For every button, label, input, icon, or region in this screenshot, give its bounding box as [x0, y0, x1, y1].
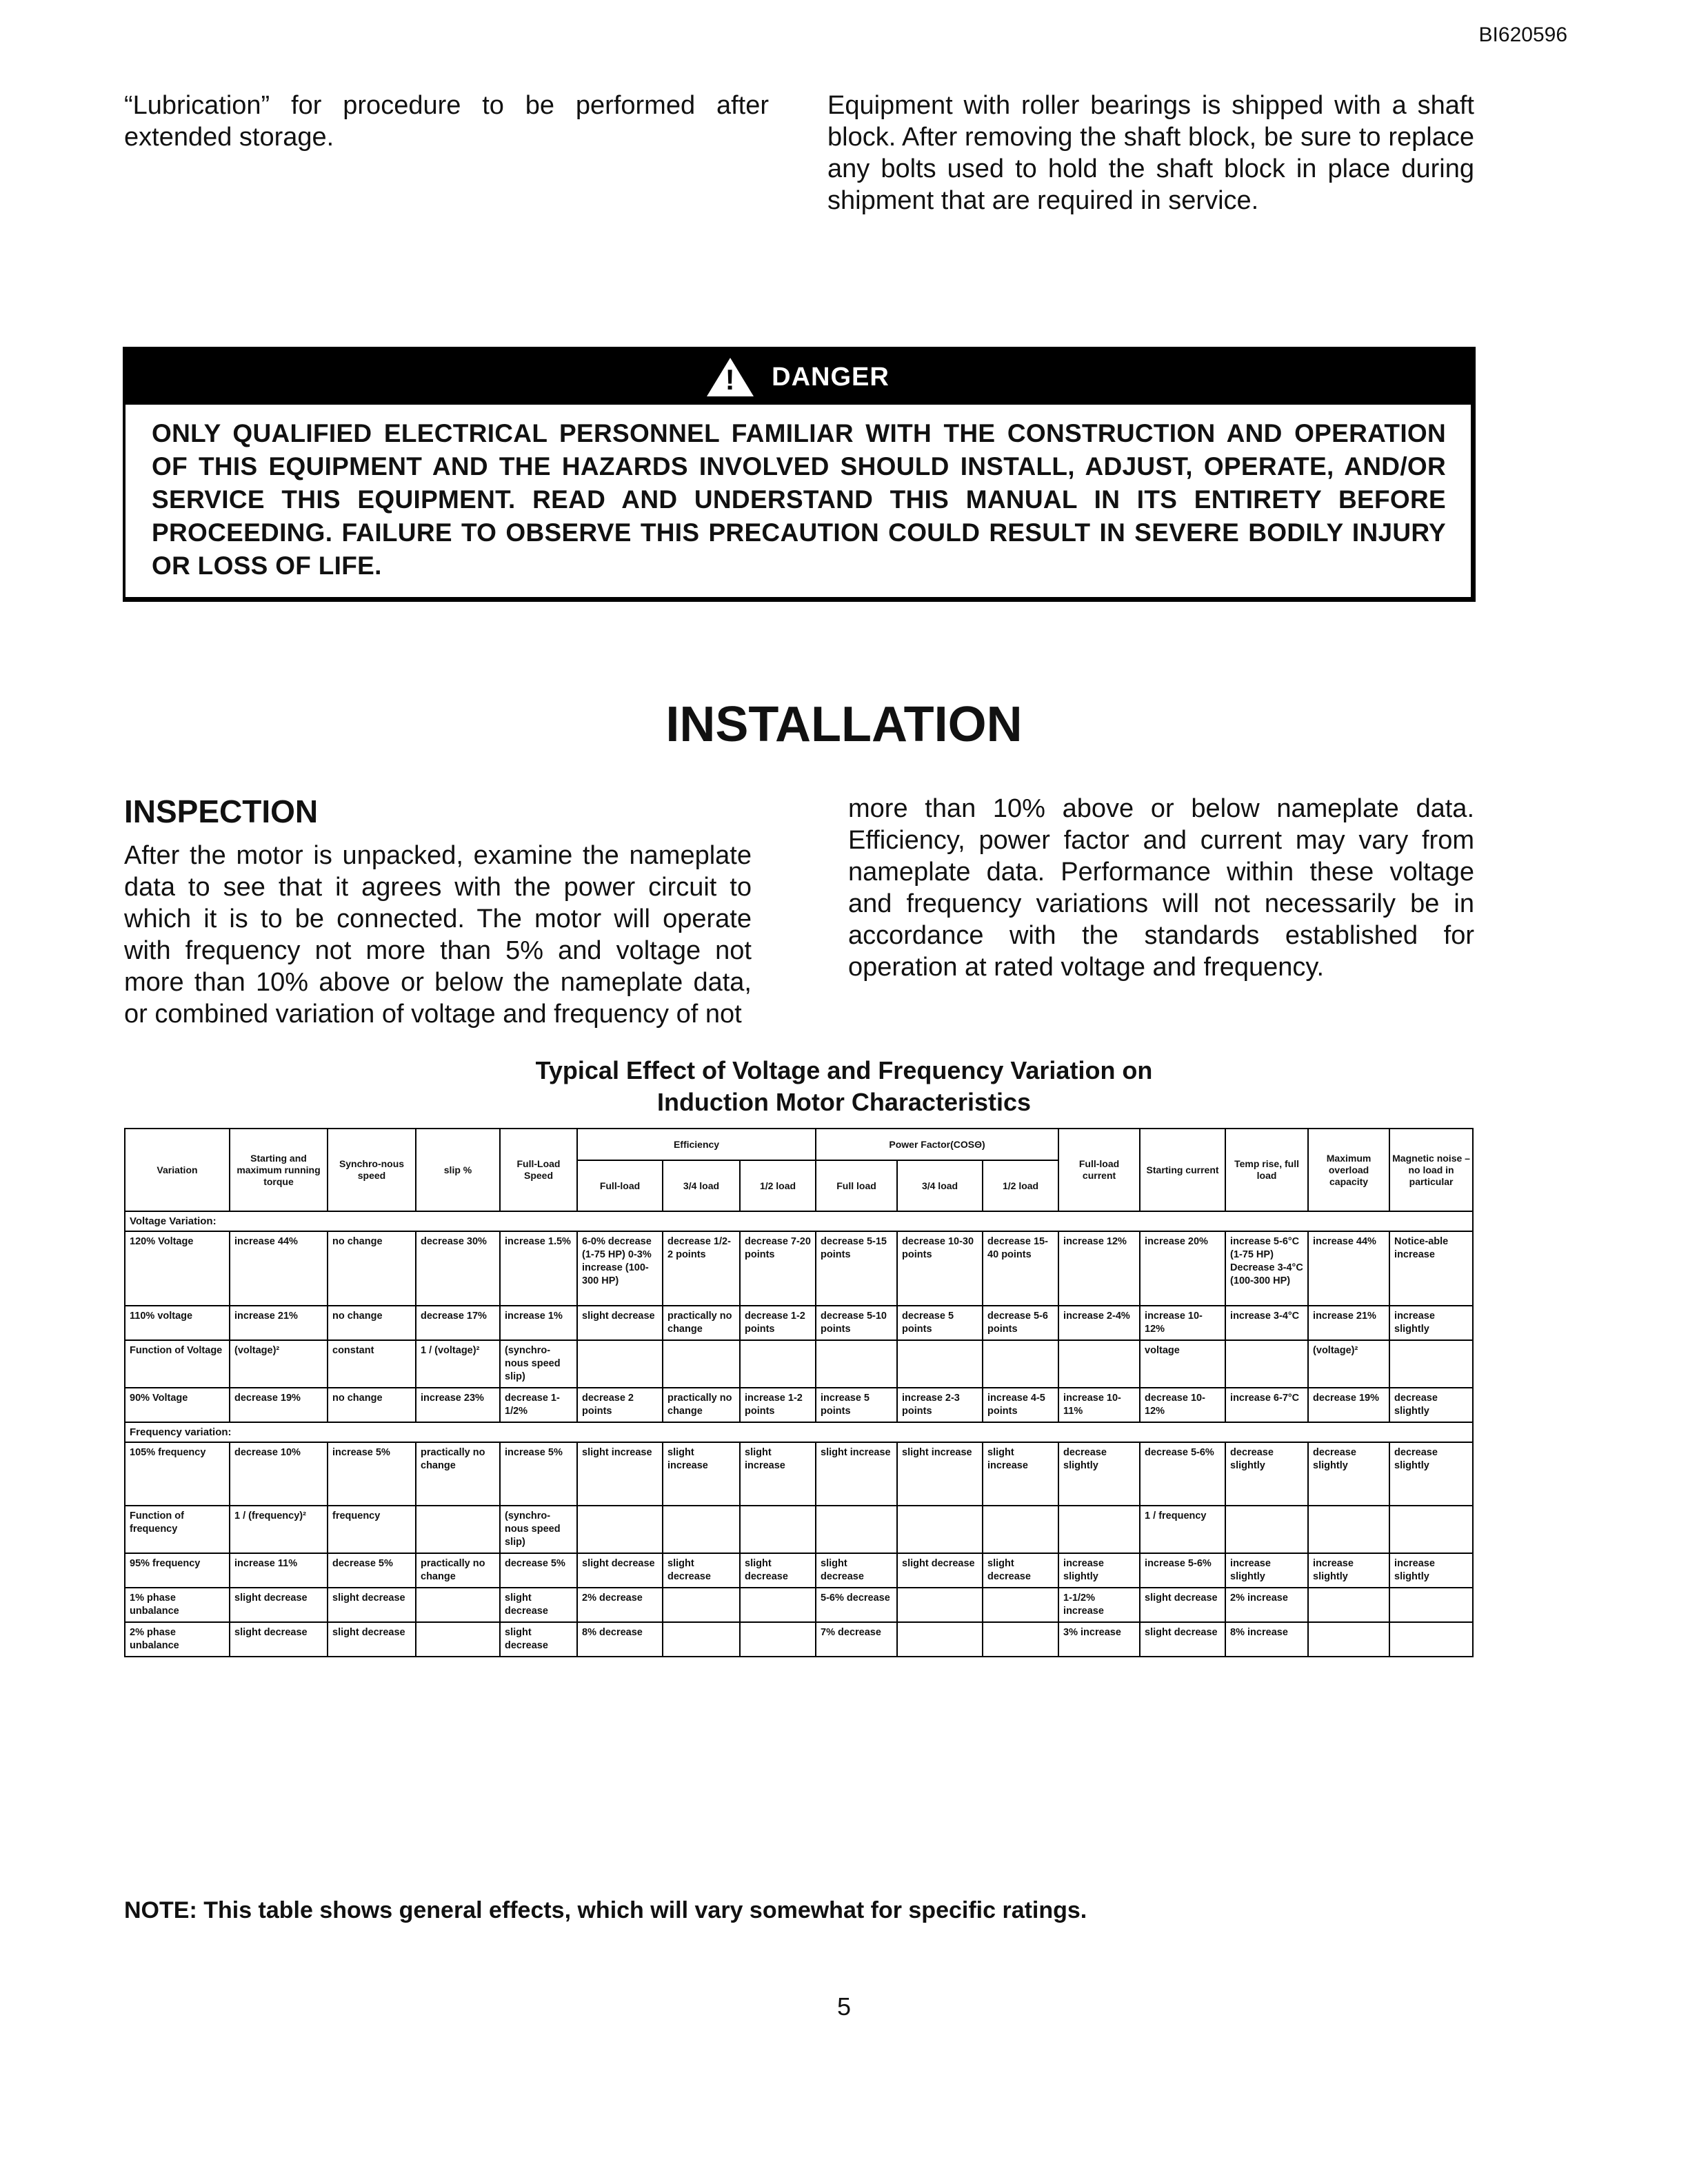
table-row: [125, 1506, 1473, 1553]
table-cell: increase 2-3 points: [897, 1388, 983, 1422]
row-label: Function of frequency: [125, 1506, 230, 1553]
header-efficiency: Efficiency: [577, 1129, 816, 1160]
table-cell: decrease 1/2-2 points: [663, 1231, 740, 1306]
table-cell: increase 5-6°C (1-75 HP) Decrease 3-4°C (100-300 HP): [1225, 1231, 1308, 1306]
table-cell: [1058, 1506, 1140, 1553]
row-label: 105% frequency: [125, 1442, 230, 1506]
table-cell: slight decrease: [577, 1306, 663, 1340]
table-cell: [740, 1506, 816, 1553]
table-cell: [897, 1340, 983, 1388]
table-cell: increase 1-2 points: [740, 1388, 816, 1422]
table-cell: decrease slightly: [1389, 1388, 1473, 1422]
table-cell: slight decrease: [230, 1622, 328, 1657]
table-cell: [897, 1506, 983, 1553]
table-row: [125, 1231, 1473, 1306]
table-cell: [897, 1622, 983, 1657]
section-row: [125, 1211, 1473, 1231]
table-cell: [1308, 1588, 1389, 1622]
table-cell: [663, 1506, 740, 1553]
table-cell: (synchro-nous speed slip): [500, 1340, 577, 1388]
top-right-paragraph: Equipment with roller bearings is shipped with a shaft block. After removing the shaft block, be sure to replace any bolts used to hold the shaft block in place during shipment that are required in service.: [827, 91, 1474, 215]
table-cell: [1389, 1588, 1473, 1622]
table-cell: decrease 30%: [416, 1231, 500, 1306]
table-cell: slight decrease: [328, 1622, 416, 1657]
table-cell: 5-6% decrease: [816, 1588, 897, 1622]
inspection-heading: INSPECTION: [124, 793, 319, 829]
table-cell: decrease 2 points: [577, 1388, 663, 1422]
header-eff-full: Full-load: [577, 1160, 663, 1211]
table-cell: increase 5 points: [816, 1388, 897, 1422]
table-cell: [416, 1622, 500, 1657]
table-cell: increase 4-5 points: [983, 1388, 1058, 1422]
table-cell: decrease 10%: [230, 1442, 328, 1506]
table-cell: increase 6-7°C: [1225, 1388, 1308, 1422]
table-cell: [983, 1622, 1058, 1657]
table-cell: [577, 1340, 663, 1388]
table-cell: slight decrease: [816, 1553, 897, 1588]
table-cell: decrease 5-6%: [1140, 1442, 1225, 1506]
table-cell: 7% decrease: [816, 1622, 897, 1657]
section-row: [125, 1422, 1473, 1442]
table-cell: decrease slightly: [1058, 1442, 1140, 1506]
table-cell: [577, 1506, 663, 1553]
table-cell: decrease 5-6 points: [983, 1306, 1058, 1340]
table-cell: (synchro-nous speed slip): [500, 1506, 577, 1553]
header-pf-12: 1/2 load: [983, 1160, 1058, 1211]
header-sync-speed: Synchro-nous speed: [328, 1129, 416, 1211]
header-full-load-current: Full-load current: [1058, 1129, 1140, 1211]
header-eff-34: 3/4 load: [663, 1160, 740, 1211]
table-cell: decrease 5-15 points: [816, 1231, 897, 1306]
inspection-right-paragraph: more than 10% above or below nameplate data. Efficiency, power factor and current may vary from nameplate data. Performance within these voltage and frequency variations will not necessarily be in accordance with the standards established for operation at rated voltage and frequency.: [848, 794, 1474, 982]
table-cell: 1 / (voltage)²: [416, 1340, 500, 1388]
table-cell: frequency: [328, 1506, 416, 1553]
table-cell: practically no change: [663, 1388, 740, 1422]
table-cell: increase 12%: [1058, 1231, 1140, 1306]
table-cell: slight decrease: [1140, 1588, 1225, 1622]
row-label: Function of Voltage: [125, 1340, 230, 1388]
top-left-paragraph: “Lubrication” for procedure to be performed after extended storage.: [124, 91, 769, 152]
table-cell: increase 10-11%: [1058, 1388, 1140, 1422]
table-cell: decrease 7-20 points: [740, 1231, 816, 1306]
table-cell: practically no change: [416, 1553, 500, 1588]
table-cell: [740, 1622, 816, 1657]
table-cell: increase slightly: [1225, 1553, 1308, 1588]
table-cell: [983, 1588, 1058, 1622]
row-label: 120% Voltage: [125, 1231, 230, 1306]
table-cell: slight decrease: [500, 1588, 577, 1622]
header-starting-current: Starting current: [1140, 1129, 1225, 1211]
inspection-left-paragraph: After the motor is unpacked, examine the nameplate data to see that it agrees with the power circuit to which it is to be connected. The motor will operate with frequency not more than 5% and voltage not more than 10% above or below the nameplate data, or combined variation of voltage and frequency of not: [124, 841, 752, 1029]
table-cell: slight decrease: [577, 1553, 663, 1588]
row-label: 95% frequency: [125, 1553, 230, 1588]
table-cell: increase 3-4°C: [1225, 1306, 1308, 1340]
table-cell: [663, 1340, 740, 1388]
table-cell: increase slightly: [1389, 1306, 1473, 1340]
table-row: [125, 1388, 1473, 1422]
table-cell: [1058, 1340, 1140, 1388]
table-cell: 1-1/2% increase: [1058, 1588, 1140, 1622]
table-cell: 1 / frequency: [1140, 1506, 1225, 1553]
table-cell: slight increase: [897, 1442, 983, 1506]
table-cell: slight decrease: [897, 1553, 983, 1588]
table-cell: [663, 1588, 740, 1622]
table-cell: increase 23%: [416, 1388, 500, 1422]
table-cell: increase 21%: [1308, 1306, 1389, 1340]
table-cell: [740, 1588, 816, 1622]
table-cell: voltage: [1140, 1340, 1225, 1388]
table-cell: decrease 5 points: [897, 1306, 983, 1340]
table-cell: decrease 15-40 points: [983, 1231, 1058, 1306]
table-cell: decrease 19%: [1308, 1388, 1389, 1422]
table-cell: 6-0% decrease (1-75 HP) 0-3% increase (100-300 HP): [577, 1231, 663, 1306]
table-cell: increase 21%: [230, 1306, 328, 1340]
table-cell: practically no change: [416, 1442, 500, 1506]
section-label: Voltage Variation:: [125, 1211, 1473, 1231]
table-cell: decrease 10-12%: [1140, 1388, 1225, 1422]
header-starting-torque: Starting and maximum running torque: [230, 1129, 328, 1211]
table-cell: no change: [328, 1306, 416, 1340]
table-cell: increase 2-4%: [1058, 1306, 1140, 1340]
table-cell: decrease 5-10 points: [816, 1306, 897, 1340]
table-cell: 1 / (frequency)²: [230, 1506, 328, 1553]
table-cell: increase 5-6%: [1140, 1553, 1225, 1588]
header-slip: slip %: [416, 1129, 500, 1211]
table-cell: slight decrease: [740, 1553, 816, 1588]
danger-header: [125, 350, 1471, 405]
table-cell: [816, 1506, 897, 1553]
table-cell: increase 11%: [230, 1553, 328, 1588]
header-eff-12: 1/2 load: [740, 1160, 816, 1211]
header-max-overload: Maximum overload capacity: [1308, 1129, 1389, 1211]
table-cell: decrease slightly: [1389, 1442, 1473, 1506]
row-label: 2% phase unbalance: [125, 1622, 230, 1657]
table-cell: slight decrease: [230, 1588, 328, 1622]
table-cell: decrease slightly: [1308, 1442, 1389, 1506]
table-cell: decrease 5%: [328, 1553, 416, 1588]
table-cell: [1389, 1506, 1473, 1553]
table-cell: decrease 1-1/2%: [500, 1388, 577, 1422]
table-cell: [416, 1506, 500, 1553]
table-cell: (voltage)²: [1308, 1340, 1389, 1388]
table-cell: slight decrease: [1140, 1622, 1225, 1657]
table-cell: [983, 1340, 1058, 1388]
table-cell: [816, 1340, 897, 1388]
header-power-factor: Power Factor(COSΘ): [816, 1129, 1058, 1160]
table-cell: decrease 1-2 points: [740, 1306, 816, 1340]
table-row: [125, 1553, 1473, 1588]
table-cell: increase 1.5%: [500, 1231, 577, 1306]
table-cell: [740, 1340, 816, 1388]
warning-triangle-icon: !: [707, 358, 754, 396]
table-cell: Notice-able increase: [1389, 1231, 1473, 1306]
table-cell: [983, 1506, 1058, 1553]
table-cell: slight increase: [816, 1442, 897, 1506]
table-cell: decrease 17%: [416, 1306, 500, 1340]
table-cell: decrease 19%: [230, 1388, 328, 1422]
row-label: 110% voltage: [125, 1306, 230, 1340]
table-cell: slight increase: [663, 1442, 740, 1506]
table-cell: slight decrease: [500, 1622, 577, 1657]
table-cell: decrease 10-30 points: [897, 1231, 983, 1306]
section-label: Frequency variation:: [125, 1422, 1473, 1442]
danger-box: [123, 347, 1476, 602]
table-cell: [1308, 1506, 1389, 1553]
page-number: 5: [836, 1992, 852, 2021]
header-magnetic-noise: Magnetic noise – no load in particular: [1389, 1129, 1473, 1211]
table-cell: increase slightly: [1389, 1553, 1473, 1588]
table-row: [125, 1340, 1473, 1388]
table-cell: 2% increase: [1225, 1588, 1308, 1622]
table-cell: increase slightly: [1308, 1553, 1389, 1588]
table-cell: [897, 1588, 983, 1622]
row-label: 1% phase unbalance: [125, 1588, 230, 1622]
table-row: [125, 1442, 1473, 1506]
table-cell: 8% decrease: [577, 1622, 663, 1657]
table-cell: decrease slightly: [1225, 1442, 1308, 1506]
danger-text: ONLY QUALIFIED ELECTRICAL PERSONNEL FAMILIAR WITH THE CONSTRUCTION AND OPERATION OF THIS EQUIPMENT AND THE HAZARDS INVOLVED SHOULD INSTALL, ADJUST, OPERATE, AND/OR SERVICE THIS EQUIPMENT. READ AND UNDERSTAND THIS MANUAL IN ITS ENTIRETY BEFORE PROCEEDING. FAILURE TO OBSERVE THIS PRECAUTION COULD RESULT IN SEVERE BODILY INJURY OR LOSS OF LIFE.: [152, 419, 1446, 580]
table-cell: no change: [328, 1231, 416, 1306]
table-title: Typical Effect of Voltage and Frequency Variation on Induction Motor Characteristics: [535, 1056, 1153, 1116]
table-cell: slight decrease: [328, 1588, 416, 1622]
table-note: NOTE: This table shows general effects, which will vary somewhat for specific ratings.: [124, 1897, 1087, 1923]
table-row: [125, 1622, 1473, 1657]
table-cell: [1225, 1506, 1308, 1553]
table-body: [125, 1211, 1473, 1657]
section-title: INSTALLATION: [665, 697, 1023, 752]
table-cell: increase 20%: [1140, 1231, 1225, 1306]
table-cell: [416, 1588, 500, 1622]
table-cell: [1389, 1622, 1473, 1657]
document-id: BI620596: [1478, 23, 1567, 46]
table-cell: increase 44%: [1308, 1231, 1389, 1306]
table-cell: slight increase: [983, 1442, 1058, 1506]
table-cell: 3% increase: [1058, 1622, 1140, 1657]
table-row: [125, 1306, 1473, 1340]
table-cell: increase 10-12%: [1140, 1306, 1225, 1340]
row-label: 90% Voltage: [125, 1388, 230, 1422]
table-cell: (voltage)²: [230, 1340, 328, 1388]
table-cell: increase 1%: [500, 1306, 577, 1340]
table-row: [125, 1588, 1473, 1622]
header-pf-full: Full load: [816, 1160, 897, 1211]
table-cell: [1308, 1622, 1389, 1657]
table-cell: 2% decrease: [577, 1588, 663, 1622]
header-temp-rise: Temp rise, full load: [1225, 1129, 1308, 1211]
header-variation: Variation: [125, 1129, 230, 1211]
table-cell: decrease 5%: [500, 1553, 577, 1588]
table-cell: [1225, 1340, 1308, 1388]
table-cell: slight decrease: [983, 1553, 1058, 1588]
table-cell: [1389, 1340, 1473, 1388]
table-cell: increase 5%: [500, 1442, 577, 1506]
table-cell: slight decrease: [663, 1553, 740, 1588]
header-pf-34: 3/4 load: [897, 1160, 983, 1211]
table-cell: increase 5%: [328, 1442, 416, 1506]
danger-label: DANGER: [772, 362, 890, 392]
table-cell: slight increase: [740, 1442, 816, 1506]
table-cell: no change: [328, 1388, 416, 1422]
table-cell: practically no change: [663, 1306, 740, 1340]
table-cell: constant: [328, 1340, 416, 1388]
table-cell: increase 44%: [230, 1231, 328, 1306]
table-cell: 8% increase: [1225, 1622, 1308, 1657]
header-full-load-speed: Full-Load Speed: [500, 1129, 577, 1211]
motor-characteristics-table: [124, 1128, 1474, 1657]
table-cell: [663, 1622, 740, 1657]
table-cell: increase slightly: [1058, 1553, 1140, 1588]
table-cell: slight increase: [577, 1442, 663, 1506]
